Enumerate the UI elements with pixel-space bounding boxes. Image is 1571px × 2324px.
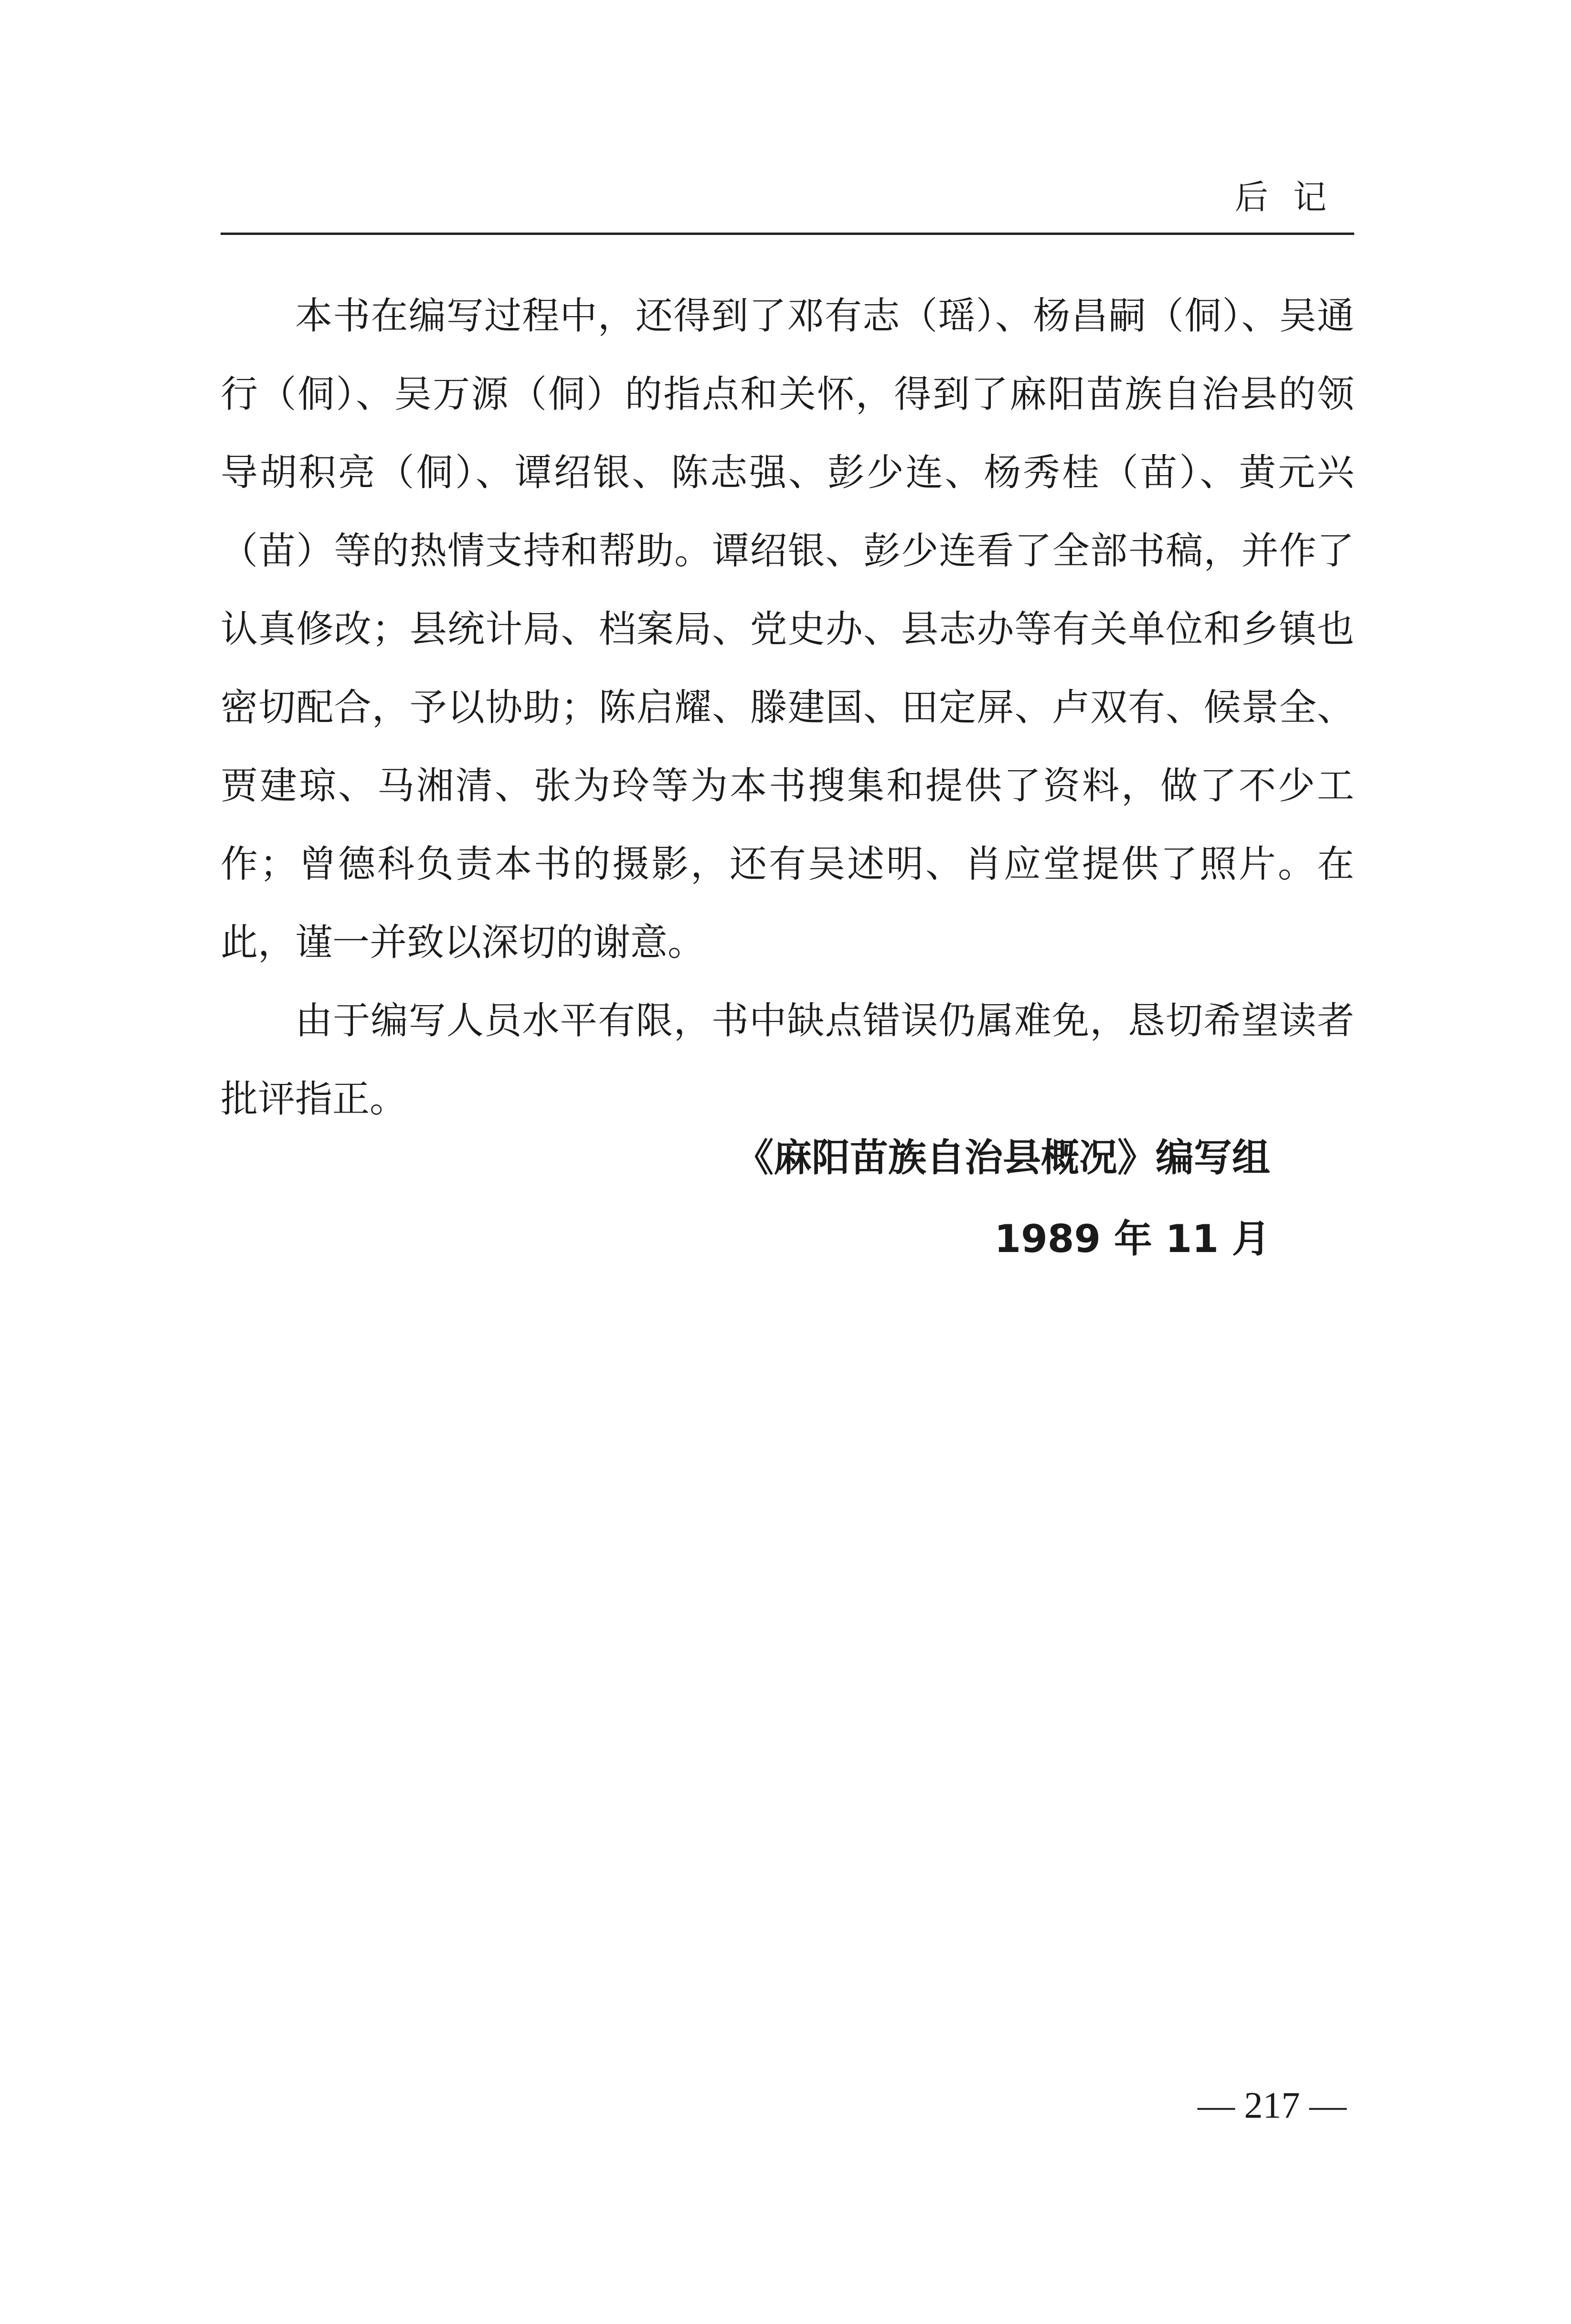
signature-date: 1989 年 11 月 [994,1217,1270,1261]
body-text [221,277,1354,1138]
page-number: — 217 — [1198,2084,1347,2126]
header-divider [221,233,1354,235]
running-header: 后记 [1235,178,1351,217]
paragraph-closing: 由于编写人员水平有限，书中缺点错误仍属难免，恳切希望读者批评指正。 [221,999,1354,1121]
signature-author: 《麻阳苗族自治县概况》编写组 [735,1135,1270,1180]
paragraph-acknowledgements: 本书在编写过程中，还得到了邓有志（瑶）、杨昌嗣（侗）、吴通行（侗）、吴万源（侗）的指点和关怀，得到了麻阳苗族自治县的领导胡积亮（侗）、谭绍银、陈志强、彭少连、杨秀桂（苗）、黄元兴（苗）等的热情支持和帮助。谭绍银、彭少连看了全部书稿，并作了认真修改；县统计局、档案局、党史办、县志办等有关单位和乡镇也密切配合，予以协助；陈启耀、滕建国、田定屏、卢双有、候景全、贾建琼、马湘清、张为玲等为本书搜集和提供了资料，做了不少工作；曾德科负责本书的摄影，还有吴述明、肖应堂提供了照片。在此，谨一并致以深切的谢意。 [221,295,1354,964]
signature-block [735,1117,1270,1280]
